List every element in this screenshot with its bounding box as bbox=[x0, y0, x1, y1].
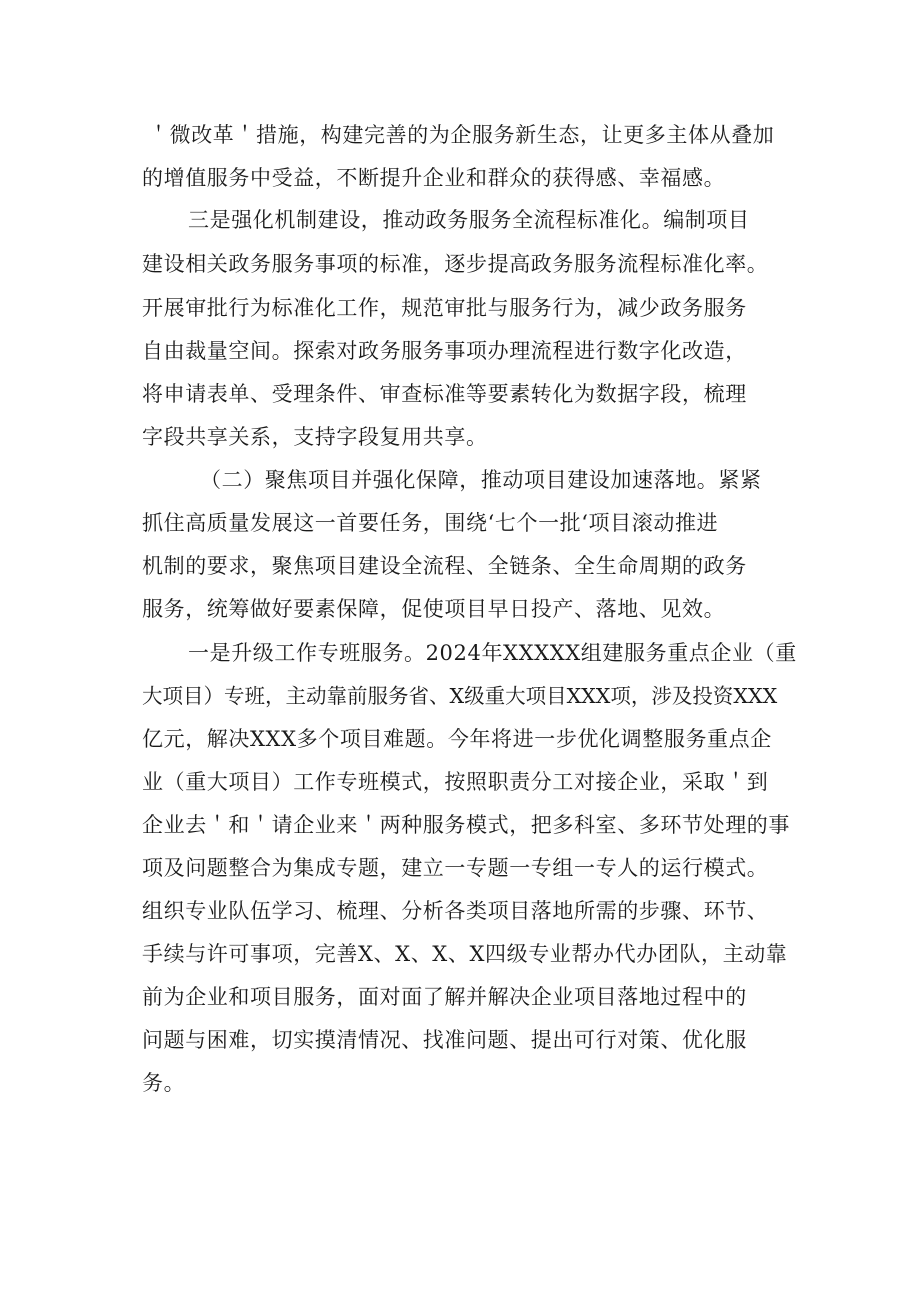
text-line: （二）聚焦项目并强化保障，推动项目建设加速落地。紧紧 bbox=[200, 468, 762, 492]
text-line: 建设相关政务服务事项的标准，逐步提高政务服务流程标准化率。 bbox=[142, 252, 769, 276]
text-line: 组织专业队伍学习、梳理、分析各类项目落地所需的步骤、环节、 bbox=[142, 899, 769, 923]
text-line: 务。 bbox=[142, 1071, 186, 1095]
text-line: 开展审批行为标准化工作，规范审批与服务行为，减少政务服务 bbox=[142, 296, 747, 320]
text-line: 字段共享关系，支持字段复用共享。 bbox=[142, 425, 488, 449]
text-line: 手续与许可事项，完善X、X、X、X四级专业帮办代办团队，主动靠 bbox=[142, 942, 788, 966]
text-line: ＇微改革＇措施，构建完善的为企服务新生态，让更多主体从叠加 bbox=[148, 123, 775, 147]
text-line: 机制的要求，聚焦项目建设全流程、全链条、全生命周期的政务 bbox=[142, 554, 747, 578]
text-line: 服务，统筹做好要素保障，促使项目早日投产、落地、见效。 bbox=[142, 597, 726, 621]
text-line: 一是升级工作专班服务。2024年XXXXX组建服务重点企业（重 bbox=[188, 641, 797, 665]
text-line: 项及问题整合为集成专题，建立一专题一专组一专人的运行模式。 bbox=[142, 856, 769, 880]
text-line: 抓住高质量发展这一首要任务，围绕‘七个一批‘项目滚动推进 bbox=[142, 511, 719, 535]
text-line: 大项目）专班，主动靠前服务省、X级重大项目XXX项，涉及投资XXX bbox=[142, 684, 778, 708]
text-line: 企业去＇和＇请企业来＇两种服务模式，把多科室、多环节处理的事 bbox=[142, 813, 790, 837]
text-line: 前为企业和项目服务，面对面了解并解决企业项目落地过程中的 bbox=[142, 985, 747, 1009]
text-line: 问题与困难，切实摸清情况、找准问题、提出可行对策、优化服 bbox=[142, 1028, 747, 1052]
text-line: 自由裁量空间。探索对政务服务事项办理流程进行数字化改造， bbox=[142, 339, 747, 363]
text-line: 三是强化机制建设，推动政务服务全流程标准化。编制项目 bbox=[188, 208, 750, 232]
text-line: 将申请表单、受理条件、审查标准等要素转化为数据字段，梳理 bbox=[142, 382, 747, 406]
text-line: 业（重大项目）工作专班模式，按照职责分工对接企业，采取＇到 bbox=[142, 770, 769, 794]
text-line: 亿元，解决XXX多个项目难题。今年将进一步优化调整服务重点企 bbox=[142, 727, 772, 751]
text-line: 的增值服务中受益，不断提升企业和群众的获得感、幸福感。 bbox=[142, 166, 726, 190]
